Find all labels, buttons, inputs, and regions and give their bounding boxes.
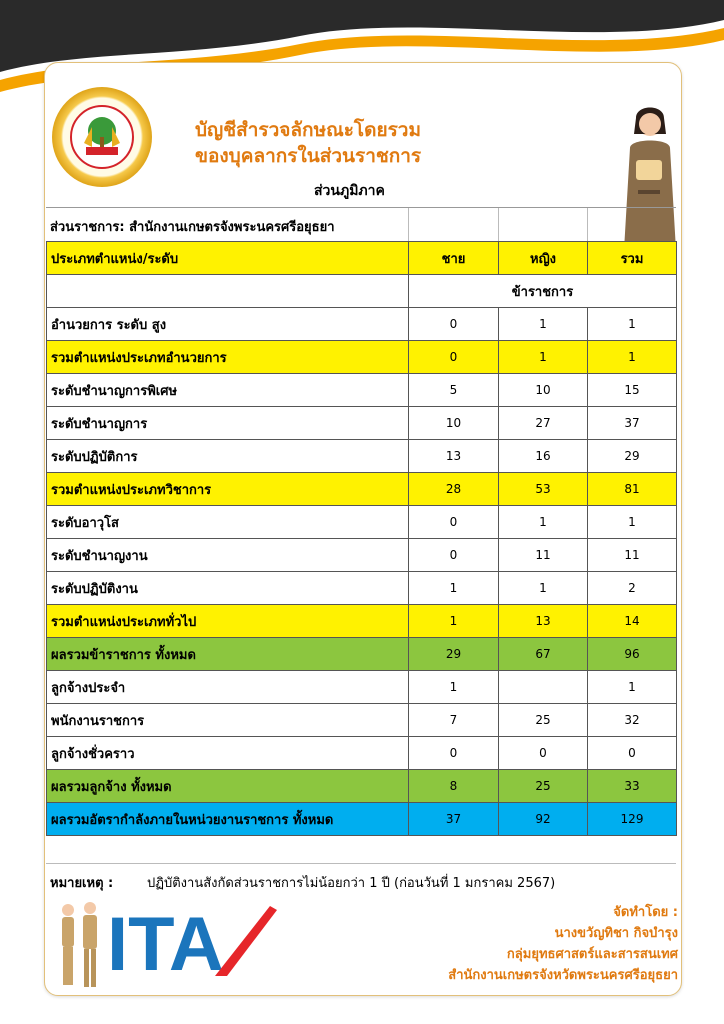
cell-total: 33 (588, 770, 677, 803)
preparer-office: สำนักงานเกษตรจังหวัดพระนครศรีอยุธยา (448, 968, 678, 983)
preparer-name: นางขวัญทิชา กิจบำรุง (554, 926, 678, 941)
table-row (47, 539, 677, 572)
row-label: ลูกจ้างประจำ (47, 671, 409, 704)
agency-name: ส่วนราชการ: สำนักงานเกษตรจังพระนครศรีอยุธยา (50, 220, 335, 235)
table-row (47, 737, 677, 770)
row-label: ระดับปฏิบัติงาน (47, 572, 409, 605)
cell-female: 0 (499, 737, 588, 770)
total-row (47, 770, 677, 803)
cell-male: 29 (409, 638, 499, 671)
row-label: ระดับอาวุโส (47, 506, 409, 539)
remark-row (46, 863, 676, 896)
tree-icon (72, 107, 132, 167)
cell-male: 0 (409, 506, 499, 539)
row-label: รวมตำแหน่งประเภททั่วไป (47, 605, 409, 638)
row-label: อำนวยการ ระดับ สูง (47, 308, 409, 341)
cell-male: 8 (409, 770, 499, 803)
table-row (47, 308, 677, 341)
remark-text: ปฏิบัติงานสังกัดส่วนราชการไม่น้อยกว่า 1 ปี (ก่อนวันที่ 1 มกราคม 2567) (147, 876, 556, 891)
table-row (47, 704, 677, 737)
cell-female (499, 671, 588, 704)
cell-total: 32 (588, 704, 677, 737)
cell-female: 1 (499, 308, 588, 341)
cell-female: 25 (499, 770, 588, 803)
column-header-male: ชาย (409, 242, 499, 275)
cell-male: 0 (409, 737, 499, 770)
cell-female: 25 (499, 704, 588, 737)
cell-total: 129 (588, 803, 677, 836)
cell-total: 2 (588, 572, 677, 605)
cell-male: 1 (409, 572, 499, 605)
subtotal-row (47, 473, 677, 506)
row-label: พนักงานราชการ (47, 704, 409, 737)
cell-male: 28 (409, 473, 499, 506)
table-row (47, 506, 677, 539)
cell-total: 15 (588, 374, 677, 407)
cell-male: 1 (409, 605, 499, 638)
row-label: ระดับปฏิบัติการ (47, 440, 409, 473)
cell-male: 0 (409, 539, 499, 572)
table-header-row (47, 242, 677, 275)
grand-total-row (47, 803, 677, 836)
prepared-by-label: จัดทำโดย : (613, 905, 678, 920)
cell-female: 53 (499, 473, 588, 506)
cell-female: 13 (499, 605, 588, 638)
cell-female: 11 (499, 539, 588, 572)
divider (587, 208, 588, 242)
row-label: ระดับชำนาญการ (47, 407, 409, 440)
subtotal-row (47, 341, 677, 374)
row-label: ลูกจ้างชั่วคราว (47, 737, 409, 770)
cell-total: 1 (588, 341, 677, 374)
officers-couple-illustration (52, 900, 107, 990)
cell-male: 5 (409, 374, 499, 407)
ita-logo-text: ITA (107, 902, 224, 978)
document-title (195, 117, 485, 169)
row-label: ผลรวมข้าราชการ ทั้งหมด (47, 638, 409, 671)
row-label: ระดับชำนาญการพิเศษ (47, 374, 409, 407)
cell-male: 37 (409, 803, 499, 836)
cell-total: 1 (588, 308, 677, 341)
cell-male: 10 (409, 407, 499, 440)
cell-male: 7 (409, 704, 499, 737)
cell-total: 14 (588, 605, 677, 638)
cell-female: 1 (499, 341, 588, 374)
personnel-table (46, 241, 677, 836)
row-label: รวมตำแหน่งประเภทอำนวยการ (47, 341, 409, 374)
table-row (47, 407, 677, 440)
table-row (47, 440, 677, 473)
cell-total: 1 (588, 506, 677, 539)
cell-female: 67 (499, 638, 588, 671)
column-header-female: หญิง (499, 242, 588, 275)
divider (498, 208, 499, 242)
agency-row (46, 207, 676, 243)
row-label: ระดับชำนาญงาน (47, 539, 409, 572)
preparer-group: กลุ่มยุทธศาสตร์และสารสนเทศ (506, 947, 678, 962)
row-label: ผลรวมลูกจ้าง ทั้งหมด (47, 770, 409, 803)
cell-female: 1 (499, 506, 588, 539)
cell-total: 11 (588, 539, 677, 572)
row-label: ผลรวมอัตรากำลังภายในหน่วยงานราชการ ทั้งหมด (47, 803, 409, 836)
table-row (47, 671, 677, 704)
title-line-2: ของบุคลากรในส่วนราชการ (195, 145, 422, 167)
area-label: ส่วนภูมิภาค (314, 183, 385, 199)
cell-female: 27 (499, 407, 588, 440)
remark-label: หมายเหตุ : (50, 876, 114, 891)
cell-total: 29 (588, 440, 677, 473)
subtotal-row (47, 605, 677, 638)
ita-logo (105, 900, 280, 978)
category-row (47, 275, 677, 308)
cell-total: 96 (588, 638, 677, 671)
empty-cell (47, 275, 409, 308)
cell-total: 1 (588, 671, 677, 704)
cell-male: 0 (409, 308, 499, 341)
row-label: รวมตำแหน่งประเภทวิชาการ (47, 473, 409, 506)
column-header-position: ประเภทตำแหน่ง/ระดับ (47, 242, 409, 275)
table-row (47, 374, 677, 407)
cell-total: 37 (588, 407, 677, 440)
divider (408, 208, 409, 242)
cell-female: 10 (499, 374, 588, 407)
agency-seal-logo (52, 87, 152, 187)
cell-female: 16 (499, 440, 588, 473)
column-header-total: รวม (588, 242, 677, 275)
total-row (47, 638, 677, 671)
cell-female: 1 (499, 572, 588, 605)
cell-male: 0 (409, 341, 499, 374)
title-line-1: บัญชีสำรวจลักษณะโดยรวม (195, 119, 421, 141)
table-row (47, 572, 677, 605)
category-label: ข้าราชการ (409, 275, 677, 308)
prepared-by-block (448, 902, 678, 986)
cell-male: 13 (409, 440, 499, 473)
cell-total: 0 (588, 737, 677, 770)
cell-male: 1 (409, 671, 499, 704)
cell-total: 81 (588, 473, 677, 506)
cell-female: 92 (499, 803, 588, 836)
